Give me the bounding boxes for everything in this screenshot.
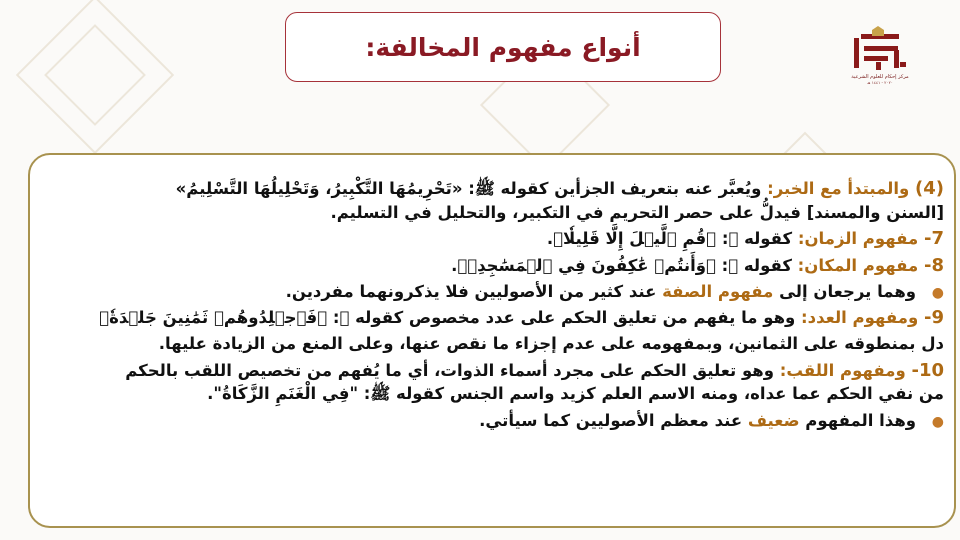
logo-subtitle: مركز إحكام للعلوم الشرعية — [851, 74, 909, 80]
item-9-label — [801, 308, 944, 327]
item-4-label — [767, 179, 944, 198]
content-box — [28, 153, 956, 528]
bullet-1-label: مفهوم الصفة — [662, 282, 774, 301]
item-9-line-2: دل بمنطوقه على الثمانين، وبمفهومه على عدم إجزاء ما نقص عنها، وعلى المنع من الزيادة عليها. — [158, 334, 944, 353]
bullet-2 — [38, 409, 944, 435]
content-body — [38, 177, 944, 434]
item-8-quote: ﴿وَأَنتُمۡ عَٰكِفُونَ فِي ٱلۡمَسَٰجِدِۗ﴾. — [451, 255, 716, 275]
item-7-text: كقوله ﷻ: — [721, 229, 793, 248]
item-7 — [38, 227, 944, 251]
item-7-label — [798, 229, 944, 248]
item-10-number: 10- — [911, 359, 944, 381]
bullet-2-pre: وهذا المفهوم — [805, 410, 917, 430]
bullet-2-dot: ● — [931, 413, 944, 430]
page-title: أنواع مفهوم المخالفة: — [365, 32, 641, 62]
item-10-line-2: من نفي الحكم عما عداه، ومنه الاسم العلم كزيد واسم الجنس كقوله ﷺ: "فِي الْغَنَمِ الزَّكَاةُ". — [207, 384, 944, 403]
logo-date: ٢٠٢٠ - ١٤٤١ هـ — [867, 80, 893, 85]
item-8 — [38, 254, 944, 278]
item-8-number: 8- — [923, 254, 944, 276]
item-7-number: 7- — [923, 228, 944, 249]
bullet-1-dot: ● — [931, 285, 944, 301]
logo — [850, 26, 910, 92]
item-9-line-1 — [38, 306, 944, 330]
bullet-2-text: عند معظم الأصوليين كما سيأتي. — [479, 410, 743, 430]
title-box — [285, 12, 721, 82]
item-8-text: كقوله ﷻ: — [721, 255, 792, 275]
item-7-quote: ﴿قُمِ ٱلَّيۡلَ إِلَّا قَلِيلٗا﴾. — [546, 229, 717, 248]
item-10-text: وهو تعليق الحكم على مجرد أسماء الذوات، أي ما يُفهم من تخصيص اللقب بالحكم — [125, 360, 774, 380]
item-9-text: وهو ما يفهم من تعليق الحكم على عدد مخصوص كقوله ﷻ: — [332, 307, 796, 327]
item-9-label-text: ومفهوم العدد: — [801, 307, 919, 327]
logo-icon — [850, 26, 910, 74]
item-4-label-text: والمبتدأ مع الخبر: — [767, 179, 910, 198]
item-10-label-text: ومفهوم اللقب: — [779, 360, 906, 380]
bullet-1-text: عند كثير من الأصوليين فلا يذكرونهما مفردين. — [285, 282, 657, 301]
item-8-label — [798, 256, 944, 275]
item-10-label — [780, 361, 944, 380]
item-4-line-2: [السنن والمسند] فيدلُّ على حصر التحريم في التكبير، والتحليل في التسليم. — [330, 202, 944, 222]
item-4-number: (4) — [915, 178, 944, 199]
bullet-1 — [38, 280, 944, 306]
bullet-2-label: ضعيف — [747, 410, 800, 430]
item-9-quote: ﴿فَٱجۡلِدُوهُمۡ ثَمَٰنِينَ جَلۡدَةٗ﴾ — [99, 307, 328, 327]
bullet-1-pre: وهما يرجعان إلى — [779, 282, 917, 301]
item-8-label-text: مفهوم المكان: — [797, 255, 919, 275]
item-7-label-text: مفهوم الزمان: — [797, 229, 919, 248]
item-4-text: ويُعبَّر عنه بتعريف الجزأين كقوله ﷺ: «تَحْرِيمُهَا التَّكْبِيرُ، وَتَحْلِيلُهَا التَّسْلِيمُ» — [175, 179, 762, 198]
item-4-line-1 — [38, 177, 944, 201]
item-10-line-1 — [38, 359, 944, 383]
item-9-number: 9- — [923, 306, 944, 328]
